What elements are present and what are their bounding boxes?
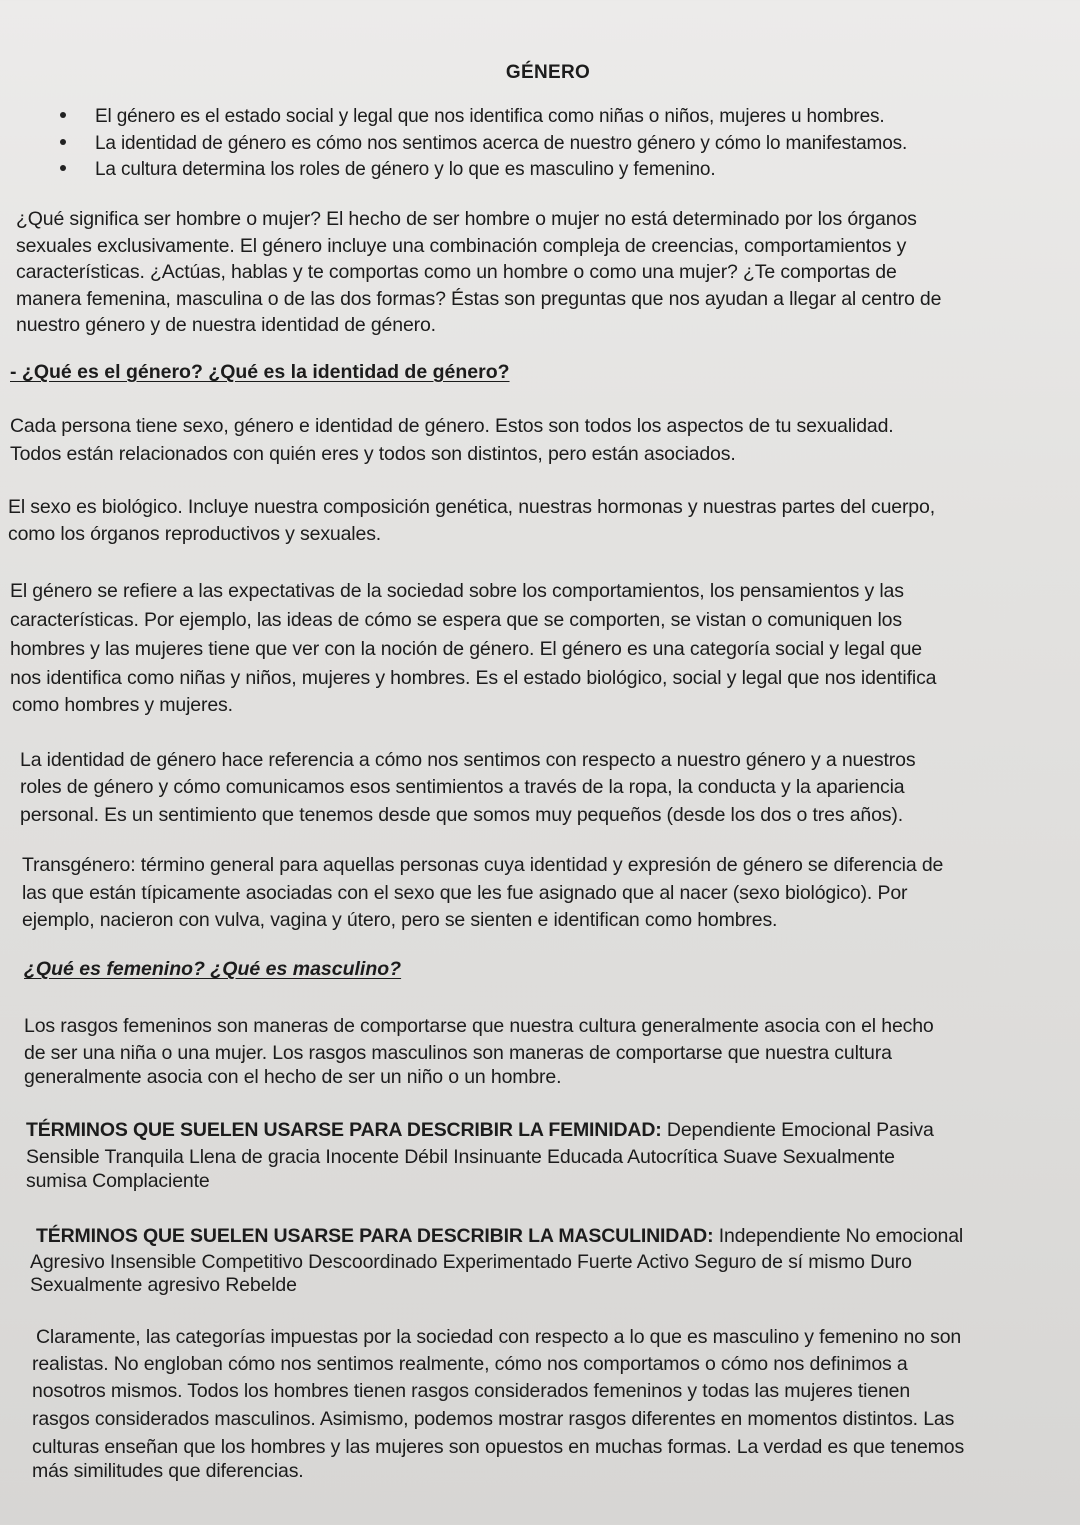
paragraph-line: culturas enseñan que los hombres y las mujeres son opuestos en muchas formas. La verdad es que tenemos: [32, 1436, 965, 1458]
paragraph-line: sexuales exclusivamente. El género incluye una combinación compleja de creencias, comportamientos y: [16, 235, 907, 257]
paragraph-line: [36, 1223, 963, 1249]
paragraph-line: las que están típicamente asociadas con el sexo que les fue asignado que al nacer (sexo biológico). Por: [22, 882, 908, 904]
paragraph-line: El género se refiere a las expectativas de la sociedad sobre los comportamientos, los pensamientos y las: [10, 580, 904, 602]
paragraph-line: rasgos considerados masculinos. Asimismo, podemos mostrar rasgos diferentes en momentos distintos. Las: [32, 1408, 955, 1430]
masculinidad-label: TÉRMINOS QUE SUELEN USARSE PARA DESCRIBIR LA MASCULINIDAD:: [36, 1225, 714, 1247]
section-heading-femenino-masculino: ¿Qué es femenino? ¿Qué es masculino?: [24, 958, 402, 980]
paragraph-line: ejemplo, nacieron con vulva, vagina y útero, pero se sienten e identifican como hombres.: [22, 909, 778, 931]
paragraph-line: Los rasgos femeninos son maneras de comportarse que nuestra cultura generalmente asocia con el hecho: [24, 1015, 934, 1037]
paragraph-line: realistas. No engloban cómo nos sentimos realmente, cómo nos comportamos o cómo nos definimos a: [32, 1353, 908, 1375]
bullet-icon: [60, 112, 66, 118]
paragraph-line: como hombres y mujeres.: [12, 694, 233, 716]
paragraph-line: Transgénero: término general para aquellas personas cuya identidad y expresión de género se diferencia de: [22, 854, 944, 876]
bullet-icon: [60, 165, 66, 171]
bullet-icon: [60, 139, 66, 145]
document-title: GÉNERO: [505, 62, 591, 83]
paragraph-line: hombres y las mujeres tiene que ver con la noción de género. El género es una categoría social y legal que: [10, 638, 922, 660]
paragraph-line: nuestro género y de nuestra identidad de género.: [16, 314, 436, 336]
paragraph-line: sumisa Complaciente: [26, 1170, 210, 1192]
masculinidad-terms-text: Independiente No emocional: [713, 1225, 964, 1247]
paragraph-line: características. Por ejemplo, las ideas de cómo se espera que se comporten, se vistan o comuniquen los: [10, 609, 902, 631]
feminidad-terms-text: Dependiente Emocional Pasiva: [661, 1119, 934, 1141]
paragraph-line: personal. Es un sentimiento que tenemos desde que somos muy pequeños (desde los dos o tres años).: [20, 804, 903, 826]
paragraph-line: ¿Qué significa ser hombre o mujer? El hecho de ser hombre o mujer no está determinado por los órganos: [16, 208, 917, 230]
paragraph-line: nosotros mismos. Todos los hombres tienen rasgos considerados femeninos y todas las mujeres tienen: [32, 1380, 911, 1402]
paragraph-line: como los órganos reproductivos y sexuales.: [8, 523, 382, 545]
paragraph-line: [26, 1117, 934, 1143]
paragraph-line: La identidad de género hace referencia a cómo nos sentimos con respecto a nuestro género y a nuestros: [20, 749, 916, 771]
paragraph-line: roles de género y cómo comunicamos esos sentimientos a través de la ropa, la conducta y la apariencia: [20, 776, 905, 798]
paragraph-line: Sexualmente agresivo Rebelde: [30, 1274, 297, 1296]
paragraph-line: Todos están relacionados con quién eres y todos son distintos, pero están asociados.: [10, 443, 736, 465]
paragraph-line: manera femenina, masculina o de las dos formas? Éstas son preguntas que nos ayudan a llegar al centro de: [16, 288, 942, 310]
paragraph-line: generalmente asocia con el hecho de ser un niño o un hombre.: [24, 1066, 562, 1088]
section-heading-genero: - ¿Qué es el género? ¿Qué es la identidad de género?: [10, 361, 510, 383]
bullet-item: El género es el estado social y legal que nos identifica como niñas o niños, mujeres u hombres.: [95, 106, 885, 127]
paragraph-line: de ser una niña o una mujer. Los rasgos masculinos son maneras de comportarse que nuestra cultura: [24, 1042, 892, 1064]
bullet-item: La cultura determina los roles de género y lo que es masculino y femenino.: [95, 159, 716, 180]
paragraph-line: Sensible Tranquila Llena de gracia Inocente Débil Insinuante Educada Autocrítica Suave Sexualmente: [26, 1146, 895, 1168]
paragraph-line: características. ¿Actúas, hablas y te comportas como un hombre o como una mujer? ¿Te comportas de: [16, 261, 897, 283]
paragraph-line: Agresivo Insensible Competitivo Descoordinado Experimentado Fuerte Activo Seguro de sí mismo Duro: [30, 1251, 912, 1273]
feminidad-label: TÉRMINOS QUE SUELEN USARSE PARA DESCRIBIR LA FEMINIDAD:: [26, 1119, 662, 1141]
paragraph-line: El sexo es biológico. Incluye nuestra composición genética, nuestras hormonas y nuestras partes del cuerpo,: [8, 496, 935, 518]
paragraph-line: nos identifica como niñas y niños, mujeres y hombres. Es el estado biológico, social y legal que nos identifica: [10, 667, 937, 689]
paragraph-line: más similitudes que diferencias.: [32, 1460, 304, 1482]
paragraph-line: Cada persona tiene sexo, género e identidad de género. Estos son todos los aspectos de tu sexualidad.: [10, 415, 894, 437]
bullet-item: La identidad de género es cómo nos sentimos acerca de nuestro género y cómo lo manifestamos.: [95, 133, 908, 154]
paragraph-line: Claramente, las categorías impuestas por la sociedad con respecto a lo que es masculino y femenino no son: [36, 1326, 962, 1348]
